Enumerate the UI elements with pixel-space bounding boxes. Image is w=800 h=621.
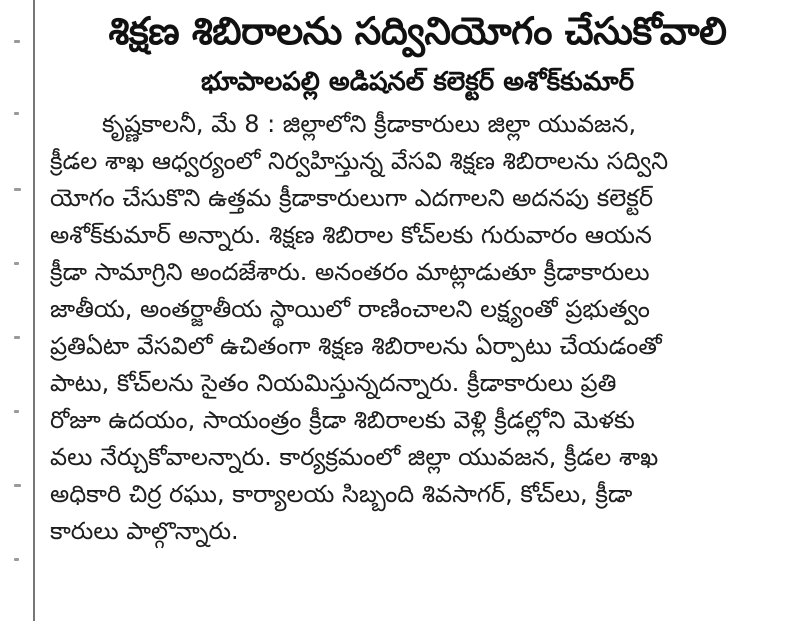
body-line: కారులు పాల్గొన్నారు. [50, 517, 239, 545]
body-line: అధికారి చిర్ర రఘు, కార్యాలయ సిబ్బంది శివసాగర్, కోచ్‌లు, క్రీడా [50, 480, 633, 508]
body-line: పాటు, కోచ్‌లను సైతం నియమిస్తున్నదన్నారు. క్రీడాకారులు ప్రతి [50, 369, 617, 397]
column-divider [33, 0, 35, 621]
adjacent-column-fragment [0, 0, 30, 621]
body-line: జాతీయ, అంతర్జాతీయ స్థాయిలో రాణించాలని లక్ష్యంతో ప్రభుత్వం [50, 295, 650, 323]
body-line: యోగం చేసుకొని ఉత్తమ క్రీడాకారులుగా ఎదగాలని అదనపు కలెక్టర్ [50, 184, 654, 212]
body-line: రోజూ ఉదయం, సాయంత్రం క్రీడా శిబిరాలకు వెళ్లి క్రీడల్లోని మెళకు [50, 406, 635, 434]
headline: శిక్షణ శిబిరాలను సద్వినియోగం చేసుకోవాలి [108, 9, 727, 53]
body-line: వలు నేర్చుకోవాలన్నారు. కార్యక్రమంలో జిల్లా యువజన, క్రీడల శాఖ [50, 443, 659, 471]
article-body [50, 106, 785, 550]
subheadline: భూపాలపల్లి అడిషనల్ కలెక్టర్ అశోక్‌కుమార్ [201, 67, 634, 97]
body-line: కృష్ణకాలనీ, మే 8 : జిల్లాలోని క్రీడాకారులు జిల్లా యువజన, [102, 110, 637, 138]
news-article [50, 4, 785, 616]
body-line: క్రీడా సామాగ్రిని అందజేశారు. అనంతరం మాట్లాడుతూ క్రీడాకారులు [50, 258, 650, 286]
body-line: క్రీడల శాఖ ఆధ్వర్యంలో నిర్వహిస్తున్న వేసవి శిక్షణ శిబిరాలను సద్విని [50, 147, 669, 175]
body-line: అశోక్‌కుమార్ అన్నారు. శిక్షణ శిబిరాల కోచ్‌లకు గురువారం ఆయన [50, 221, 652, 249]
body-line: ప్రతిఏటా వేసవిలో ఉచితంగా శిక్షణ శిబిరాలను ఏర్పాటు చేయడంతో [50, 332, 662, 360]
